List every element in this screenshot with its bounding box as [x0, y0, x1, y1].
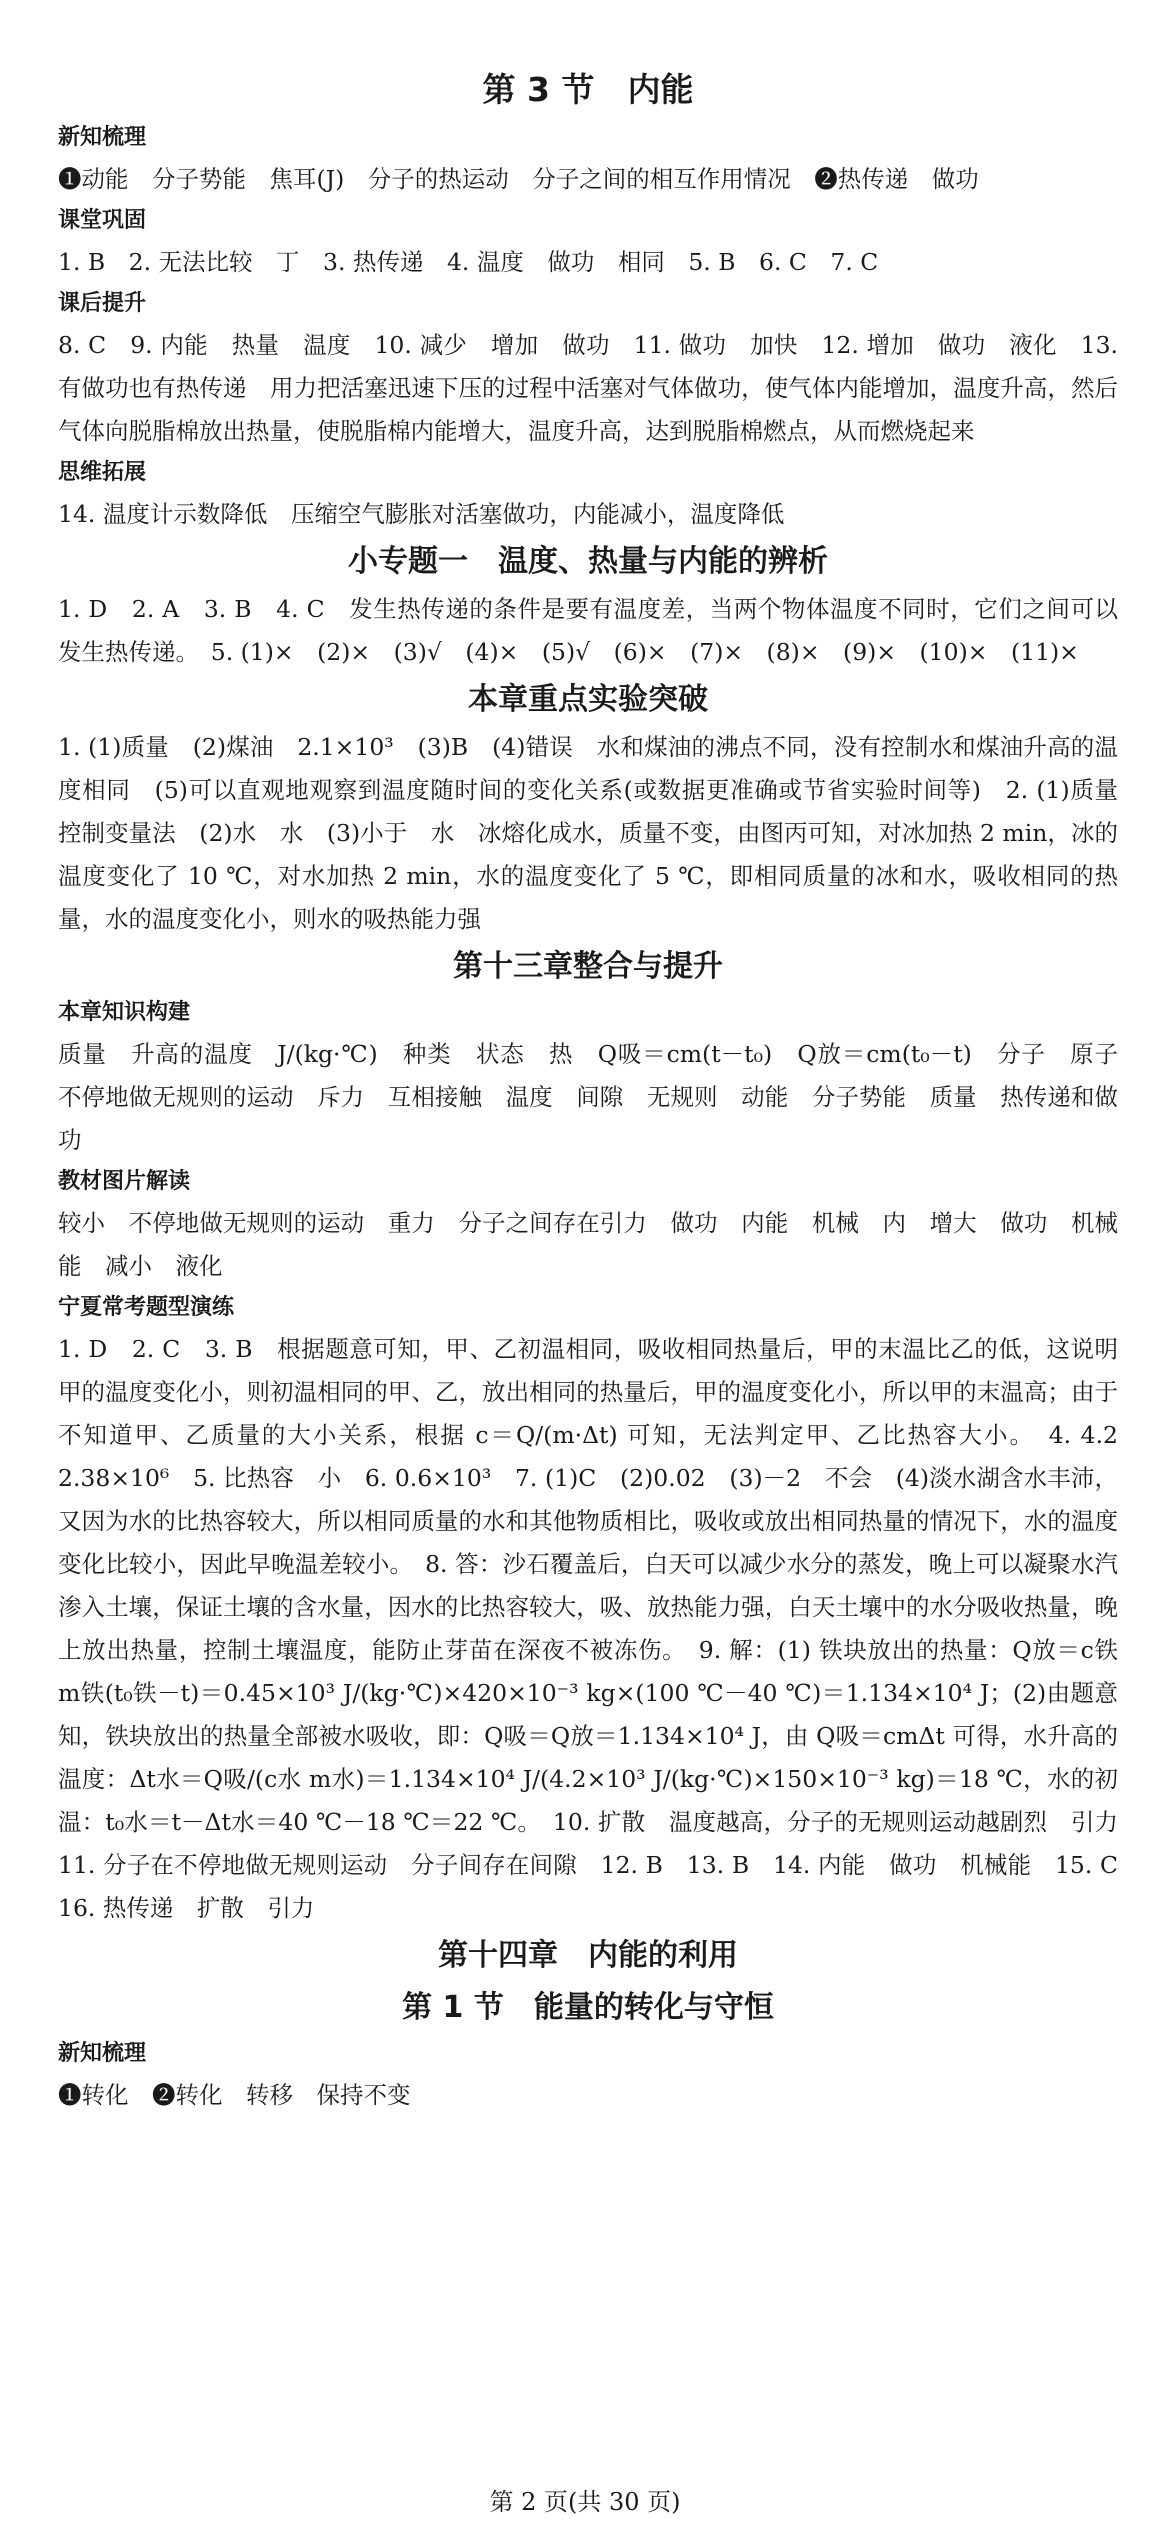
answer-paragraph: 1. D 2. A 3. B 4. C 发生热传递的条件是要有温度差，当两个物体温度不同时，它们之间可以发生热传递。 5. (1)× (2)× (3)√ (4)× (5)√ (6)× (7)× (8)× (9)× (10)× (11)× [58, 595, 1118, 666]
subsection-heading: 宁夏常考题型演练 [58, 1295, 235, 1320]
answer-paragraph: 8. C 9. 内能 热量 温度 10. 减少 增加 做功 11. 做功 加快 12. 增加 做功 液化 13. 有做功也有热传递 用力把活塞迅速下压的过程中活塞对气体做功，使气体内能增加，温度升高，然后气体向脱脂棉放出热量，使脱脂棉内能增大，温度升高，达到脱脂棉燃点，从而燃烧起来 [58, 331, 1118, 445]
subsection-heading: 教材图片解读 [58, 1169, 191, 1194]
answer-paragraph: 14. 温度计示数降低 压缩空气膨胀对活塞做功，内能减小，温度降低 [58, 500, 785, 528]
answer-page [58, 62, 1142, 2117]
answer-paragraph: 1. D 2. C 3. B 根据题意可知，甲、乙初温相同，吸收相同热量后，甲的末温比乙的低，这说明甲的温度变化小，则初温相同的甲、乙，放出相同的热量后，甲的温度变化小，所以甲的末温高；由于不知道甲、乙质量的大小关系，根据 c＝Q/(m·Δt) 可知，无法判定甲、乙比热容大小。 4. 4.2 2.38×10⁶ 5. 比热容 小 6. 0.6×10³ 7. (1)C (2)0.02 (3)－2 不会 (4)淡水湖含水丰沛，又因为水的比热容较大，所以相同质量的水和其他物质相比，吸收或放出相同热量的情况下，水的温度变化比较小，因此早晚温差较小。 8. 答：沙石覆盖后，白天可以减少水分的蒸发，晚上可以凝聚水汽渗入土壤，保证土壤的含水量，因水的比热容较大，吸、放热能力强，白天土壤中的水分吸收热量，晚上放出热量，控制土壤温度，能防止芽苗在深夜不被冻伤。 9. 解：(1) 铁块放出的热量：Q放＝c铁 m铁(t₀铁－t)＝0.45×10³ J/(kg·℃)×420×10⁻³ kg×(100 ℃－40 ℃)＝1.134×10⁴ J；(2)由题意知，铁块放出的热量全部被水吸收，即：Q吸＝Q放＝1.134×10⁴ J，由 Q吸＝cmΔt 可得，水升高的温度：Δt水＝Q吸/(c水 m水)＝1.134×10⁴ J/(4.2×10³ J/(kg·℃)×150×10⁻³ kg)＝18 ℃，水的初温：t₀水＝t－Δt水＝40 ℃－18 ℃＝22 ℃。 10. 扩散 温度越高，分子的无规则运动越剧烈 引力 11. 分子在不停地做无规则运动 分子间存在间隙 12. B 13. B 14. 内能 做功 机械能 15. C 16. 热传递 扩散 引力 [58, 1335, 1142, 1922]
subsection-heading: 课后提升 [58, 291, 147, 316]
answer-paragraph: ❶转化 ❷转化 转移 保持不变 [58, 2081, 411, 2109]
page-footer: 第 2 页(共 30 页) [489, 2488, 681, 2516]
answer-paragraph: 质量 升高的温度 J/(kg·℃) 种类 状态 热 Q吸＝cm(t－t₀) Q放＝cm(t₀－t) 分子 原子 不停地做无规则的运动 斥力 互相接触 温度 间隙 无规则 动能 分子势能 质量 热传递和做功 [58, 1040, 1142, 1154]
section-title: 本章重点实验突破 [468, 682, 708, 717]
subsection-heading: 新知梳理 [58, 2041, 147, 2066]
subsection-heading: 思维拓展 [58, 460, 147, 485]
answer-paragraph: 较小 不停地做无规则的运动 重力 分子之间存在引力 做功 内能 机械 内 增大 做功 机械能 减小 液化 [58, 1209, 1118, 1280]
section-title: 第 1 节 能量的转化与守恒 [402, 1990, 774, 2025]
subsection-heading: 课堂巩固 [58, 208, 147, 233]
section-title: 小专题一 温度、热量与内能的辨析 [348, 544, 828, 579]
answer-paragraph: ❶动能 分子势能 焦耳(J) 分子的热运动 分子之间的相互作用情况 ❷热传递 做功 [58, 165, 979, 193]
section-title: 第十四章 内能的利用 [438, 1938, 738, 1973]
subsection-heading: 本章知识构建 [58, 1000, 191, 1025]
answer-paragraph: 1. (1)质量 (2)煤油 2.1×10³ (3)B (4)错误 水和煤油的沸点不同，没有控制水和煤油升高的温度相同 (5)可以直观地观察到温度随时间的变化关系(或数据更准确或节省实验时间等) 2. (1)质量 控制变量法 (2)水 水 (3)小于 水 冰熔化成水，质量不变，由图丙可知，对冰加热 2 min，冰的温度变化了 10 ℃，对水加热 2 min，水的温度变化了 5 ℃，即相同质量的冰和水，吸收相同的热量，水的温度变化小，则水的吸热能力强 [58, 733, 1142, 933]
subsection-heading: 新知梳理 [58, 125, 147, 150]
answer-paragraph: 1. B 2. 无法比较 丁 3. 热传递 4. 温度 做功 相同 5. B 6. C 7. C [58, 248, 879, 276]
section-title: 第 3 节 内能 [482, 70, 694, 109]
section-title: 第十三章整合与提升 [453, 949, 723, 984]
